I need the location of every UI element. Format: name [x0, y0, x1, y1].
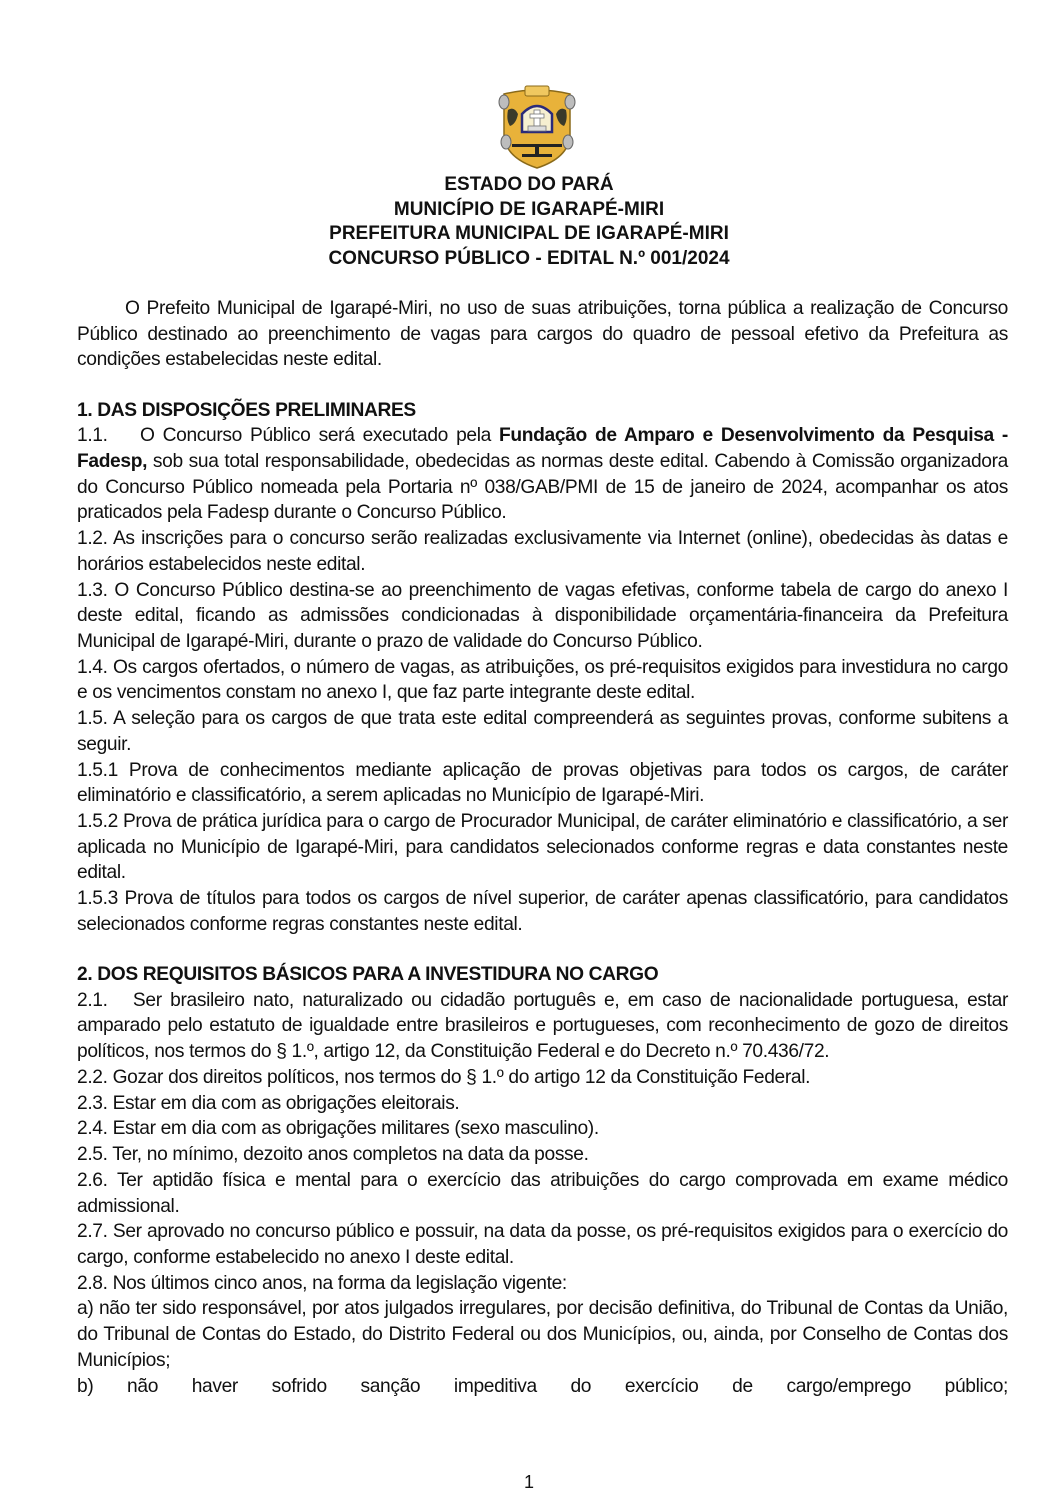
- item-2-4: 2.4. Estar em dia com as obrigações militares (sexo masculino).: [77, 1118, 599, 1140]
- item-1-2: 1.2. As inscrições para o concurso serão realizadas exclusivamente via Internet (online), obedecidas às datas e horários estabelecidos neste edital.: [77, 528, 1008, 575]
- item-2-6: 2.6. Ter aptidão física e mental para o exercício das atribuições do cargo comprovada em exame médico admissional.: [77, 1169, 1008, 1217]
- section-2-title: 2. DOS REQUISITOS BÁSICOS PARA A INVESTIDURA NO CARGO: [77, 964, 659, 986]
- header-state: ESTADO DO PARÁ: [444, 174, 614, 195]
- item-1-1-number: 1.1.: [77, 425, 108, 447]
- document-body: [77, 296, 1013, 1399]
- header-municipality: MUNICÍPIO DE IGARAPÉ-MIRI: [393, 198, 665, 220]
- item-1-4: 1.4. Os cargos ofertados, o número de vagas, as atribuições, os pré-requisitos exigidos para investidura no cargo e os vencimentos constam no anexo I, que faz parte integrante deste edital.: [77, 656, 1008, 704]
- item-2-8: 2.8. Nos últimos cinco anos, na forma da legislação vigente:: [77, 1272, 567, 1294]
- item-1-5-2: 1.5.2 Prova de prática jurídica para o cargo de Procurador Municipal, de caráter eliminatório e classificatório, a ser aplicada no Município de Igarapé-Miri, para candidatos selecionados conforme regras e data constantes neste edital.: [77, 811, 1008, 884]
- item-1-5: 1.5. A seleção para os cargos de que trata este edital compreenderá as seguintes provas, conforme subitens a seguir.: [77, 708, 1008, 755]
- item-1-3: 1.3. O Concurso Público destina-se ao preenchimento de vagas efetivas, conforme tabela de cargo do anexo I deste edital, ficando as admissões condicionadas à disponibilidade orçamentária-financeira da Prefeitura Municipal de Igarapé-Miri, durante o prazo de validade do Concurso Público.: [77, 579, 1008, 653]
- item-1-1: [77, 423, 1008, 526]
- item-2-5: 2.5. Ter, no mínimo, dezoito anos completos na data da posse.: [77, 1144, 589, 1166]
- item-1-1-text: O Concurso Público será executado pela: [139, 425, 500, 447]
- header-prefecture: PREFEITURA MUNICIPAL DE IGARAPÉ-MIRI: [329, 223, 729, 244]
- section-1-title: 1. DAS DISPOSIÇÕES PRELIMINARES: [77, 399, 416, 421]
- header-edital-title: CONCURSO PÚBLICO - EDITAL N.º 001/2024: [328, 247, 730, 269]
- item-1-1-text-cont: sob sua total responsabilidade, obedecidas as normas deste edital. Cabendo à Comissão organizadora do Concurso Público nomeada pela Portaria nº 038/GAB/PMI de 15 de janeiro de 2024, acompanhar os atos praticados pela Fadesp durante o Concurso Público.: [77, 450, 1008, 524]
- item-1-5-3: 1.5.3 Prova de títulos para todos os cargos de nível superior, de caráter apenas classificatório, para candidatos selecionados conforme regras constantes neste edital.: [77, 888, 1008, 935]
- item-2-3: 2.3. Estar em dia com as obrigações eleitorais.: [77, 1092, 460, 1114]
- item-2-8-b: b) não haver sofrido sanção impeditiva do exercício de cargo/emprego público;: [77, 1375, 1008, 1397]
- item-2-1: 2.1. Ser brasileiro nato, naturalizado ou cidadão português e, em caso de nacionalidade portuguesa, estar amparado pelo estatuto de igualdade entre brasileiros e portugueses, com reconhecimento de gozo de direitos políticos, nos termos do § 1.º, artigo 12, da Constituição Federal e do Decreto n.º 70.436/72.: [77, 989, 1013, 1063]
- fadesp-name: Fundação de Amparo e Desenvolvimento da Pesquisa - Fadesp,: [77, 425, 1008, 472]
- item-2-2: 2.2. Gozar dos direitos políticos, nos termos do § 1.º do artigo 12 da Constituição Federal.: [77, 1066, 811, 1088]
- page-number: 1: [523, 1472, 534, 1492]
- document-header: [0, 173, 1058, 271]
- intro-paragraph: O Prefeito Municipal de Igarapé-Miri, no uso de suas atribuições, torna pública a realização de Concurso Público destinado ao preenchimento de vagas para cargos do quadro de pessoal efetivo da Prefeitura as condições estabelecidas neste edital.: [77, 298, 1008, 371]
- coat-of-arms-icon: [498, 84, 576, 170]
- item-2-8-a: a) não ter sido responsável, por atos julgados irregulares, por decisão definitiva, do Tribunal de Contas da União, do Tribunal de Contas do Estado, do Distrito Federal ou dos Municípios, ou, ainda, por Conselho de Contas dos Municípios;: [77, 1298, 1008, 1371]
- item-2-7: 2.7. Ser aprovado no concurso público e possuir, na data da posse, os pré-requisitos exigidos para o exercício do cargo, conforme estabelecido no anexo I deste edital.: [77, 1221, 1008, 1268]
- item-1-5-1: 1.5.1 Prova de conhecimentos mediante aplicação de provas objetivas para todos os cargos, de caráter eliminatório e classificatório, a serem aplicadas no Município de Igarapé-Miri.: [77, 759, 1008, 807]
